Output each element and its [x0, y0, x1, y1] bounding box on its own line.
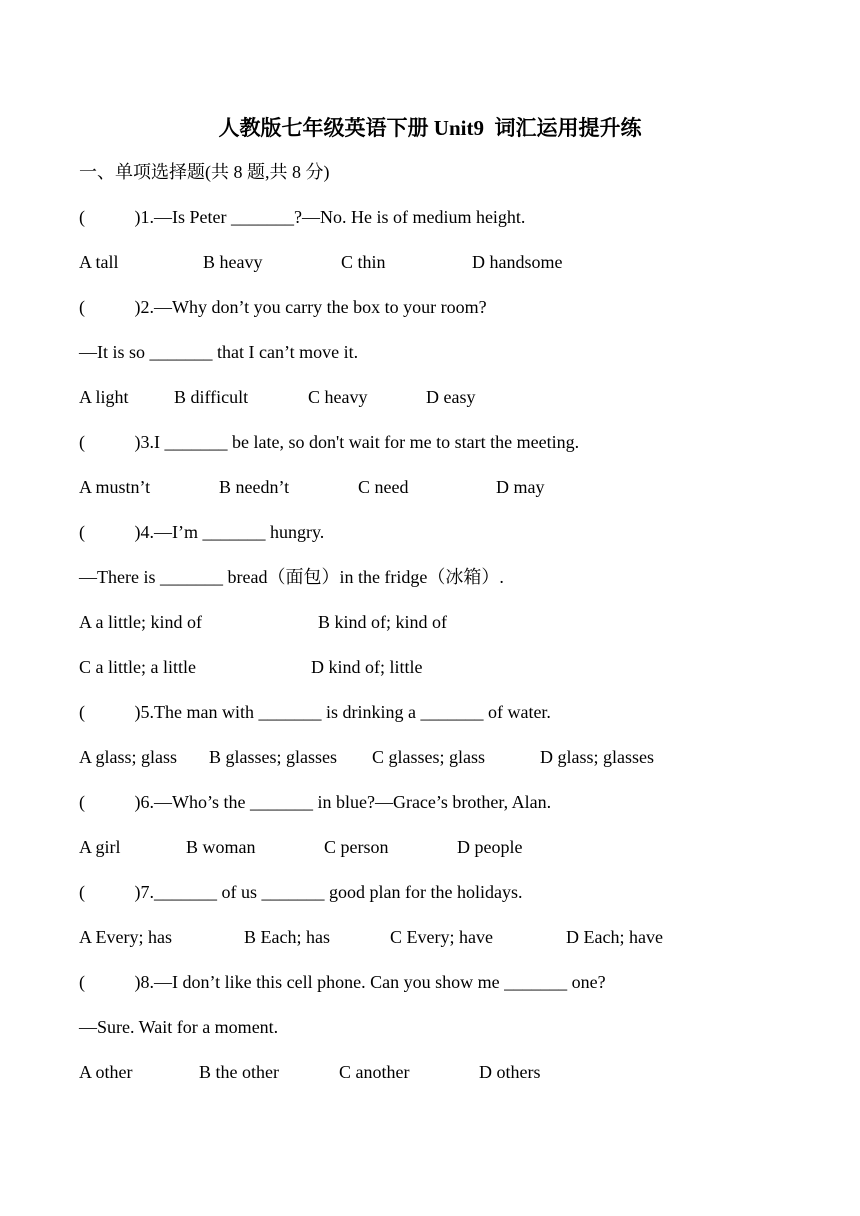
option-d: D glass; glasses [540, 747, 654, 767]
option-a: A a little; kind of [79, 612, 202, 632]
question-6-options [79, 835, 523, 859]
question-7-stem: ( )7._______ of us _______ good plan for the holidays. [79, 882, 523, 902]
option-b: B Each; has [244, 927, 330, 947]
option-a: A tall [79, 252, 119, 272]
question-6-stem: ( )6.—Who’s the _______ in blue?—Grace’s brother, Alan. [79, 792, 552, 812]
question-8-stem: ( )8.—I don’t like this cell phone. Can you show me _______ one? [79, 972, 606, 992]
option-c: C heavy [308, 387, 368, 407]
question-2-stem: ( )2.—Why don’t you carry the box to your room? [79, 297, 487, 317]
option-b: B needn’t [219, 477, 290, 497]
option-d: D may [496, 477, 545, 497]
option-b: B kind of; kind of [318, 612, 447, 632]
option-c: C glasses; glass [372, 747, 486, 767]
question-3-options [79, 475, 545, 499]
question-4-options-row-1 [79, 610, 447, 634]
option-c: C another [339, 1062, 410, 1082]
question-2-stem-continued: —It is so _______ that I can’t move it. [79, 342, 359, 362]
question-4-stem-continued: —There is _______ bread（面包）in the fridge（冰箱）. [79, 567, 504, 587]
option-a: A Every; has [79, 927, 172, 947]
option-b: B glasses; glasses [209, 747, 337, 767]
option-d: D Each; have [566, 927, 663, 947]
option-b: B woman [186, 837, 256, 857]
question-5-options [79, 745, 654, 769]
question-4-stem: ( )4.—I’m _______ hungry. [79, 522, 325, 542]
option-b: B heavy [203, 252, 263, 272]
option-d: D people [457, 837, 523, 857]
question-4-options-row-2 [79, 655, 423, 679]
option-b: B difficult [174, 387, 249, 407]
option-d: D others [479, 1062, 541, 1082]
option-c: C thin [341, 252, 386, 272]
option-c: C a little; a little [79, 657, 196, 677]
option-c: C person [324, 837, 389, 857]
option-a: A girl [79, 837, 121, 857]
option-a: A other [79, 1062, 133, 1082]
question-8-options [79, 1060, 541, 1084]
option-c: C need [358, 477, 409, 497]
option-d: D kind of; little [311, 657, 423, 677]
option-c: C Every; have [390, 927, 493, 947]
question-5-stem: ( )5.The man with _______ is drinking a _______ of water. [79, 702, 551, 722]
section-heading: 一、单项选择题(共 8 题,共 8 分) [79, 162, 330, 182]
option-a: A light [79, 387, 129, 407]
question-8-stem-continued: —Sure. Wait for a moment. [79, 1017, 279, 1037]
option-a: A mustn’t [79, 477, 151, 497]
option-a: A glass; glass [79, 747, 178, 767]
option-d: D easy [426, 387, 476, 407]
question-1-options [79, 250, 563, 274]
option-d: D handsome [472, 252, 563, 272]
question-2-options [79, 385, 476, 409]
option-b: B the other [199, 1062, 279, 1082]
question-7-options [79, 925, 663, 949]
page-title: 人教版七年级英语下册 Unit9 词汇运用提升练 [218, 116, 642, 140]
question-1-stem: ( )1.—Is Peter _______?—No. He is of medium height. [79, 207, 526, 227]
question-3-stem: ( )3.I _______ be late, so don't wait for me to start the meeting. [79, 432, 580, 452]
